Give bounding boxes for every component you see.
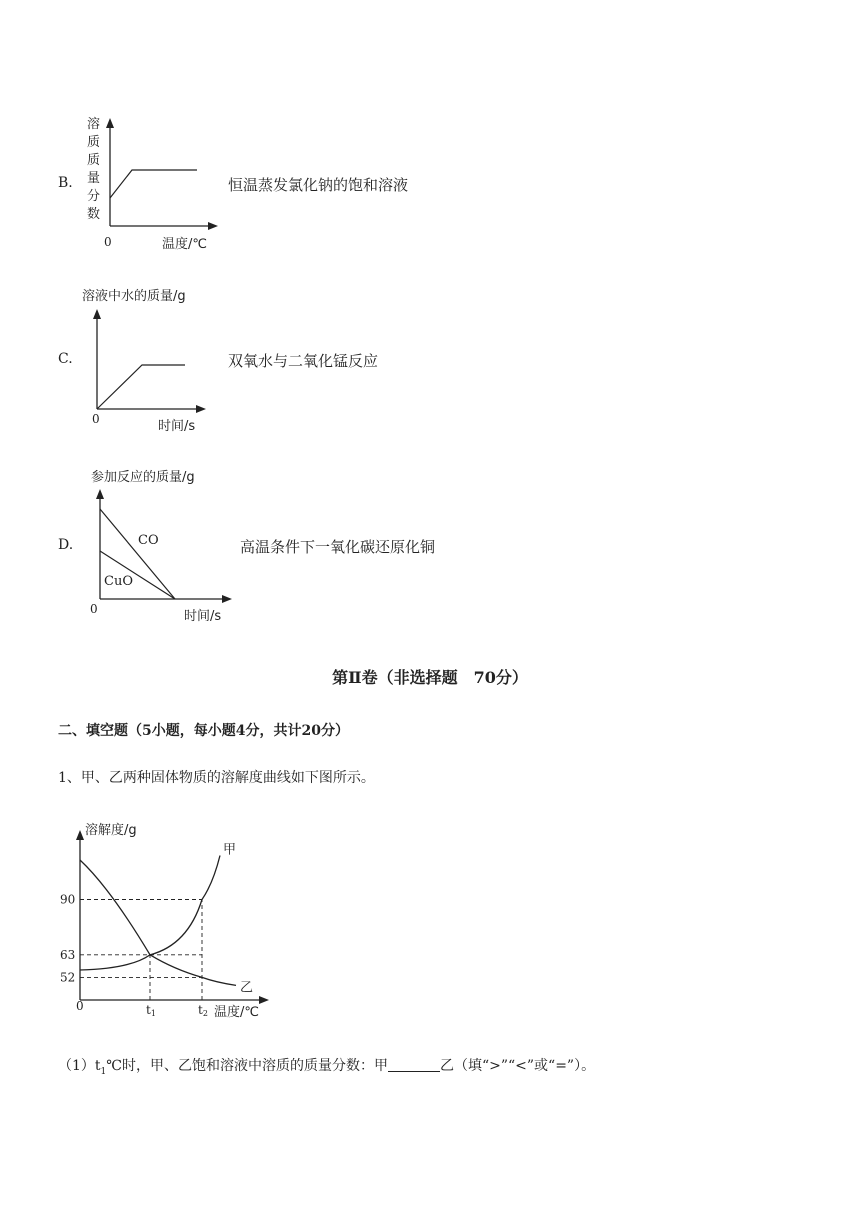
option-b-x-arrow (208, 222, 218, 230)
option-c-x-label: 时间/s (158, 419, 196, 434)
option-c-y-label: 溶液中水的质量/g (82, 289, 186, 304)
chart-curves (80, 843, 253, 996)
option-d-origin: 0 (90, 602, 98, 616)
option-b-x-label: 温度/℃ (162, 237, 207, 252)
svg-text:数: 数 (87, 207, 101, 222)
chart-y-label: 溶解度/g (85, 823, 137, 838)
svg-text:质: 质 (87, 153, 101, 168)
option-d-x-label: 时间/s (184, 609, 222, 624)
option-d-graph (80, 463, 240, 627)
option-d-co-label: CO (138, 533, 159, 548)
chart-guide-lines (80, 900, 202, 1001)
option-b-curve (110, 170, 197, 198)
chart-x-arrow (259, 996, 269, 1004)
option-d-cuo-label: CuO (104, 574, 133, 589)
option-c-origin: 0 (92, 412, 100, 426)
svg-text:分: 分 (87, 189, 101, 204)
option-b-y-label (87, 116, 100, 222)
part-title: 二、填空题（5小题，每小题4分，共计20分） (58, 723, 349, 739)
section-title: 第Ⅱ卷（非选择题 70分） (332, 668, 528, 687)
option-d-y-arrow (96, 489, 104, 499)
x-tick-t2: t2 (198, 1003, 208, 1018)
question-1-text: 1、甲、乙两种固体物质的溶解度曲线如下图所示。 (58, 770, 375, 786)
option-c-graph (80, 283, 230, 435)
svg-text:溶: 溶 (87, 117, 101, 132)
chart-origin: 0 (76, 999, 84, 1013)
svg-text:量: 量 (87, 171, 101, 186)
y-tick-90: 90 (60, 892, 76, 907)
sub1-middle: ℃时，甲、乙饱和溶液中溶质的质量分数：甲 (106, 1058, 388, 1074)
chart-x-label: 温度/℃ (214, 1005, 259, 1020)
y-tick-52: 52 (60, 970, 76, 985)
option-b-letter: B. (58, 175, 73, 191)
sub1-suffix: 乙（填“>”“<”或“=”）。 (439, 1058, 596, 1074)
series-jia-curve (80, 856, 220, 971)
series-jia-label: 甲 (223, 842, 237, 858)
option-b-graph (80, 110, 225, 255)
x-tick-t1: t1 (146, 1003, 156, 1018)
solubility-chart (58, 810, 278, 1025)
option-b-caption: 恒温蒸发氯化钠的饱和溶液 (228, 176, 409, 194)
answer-blank[interactable] (388, 1057, 440, 1072)
option-c-caption: 双氧水与二氧化锰反应 (228, 352, 379, 370)
option-b-y-arrow (106, 118, 114, 128)
option-d-y-label: 参加反应的质量/g (91, 470, 195, 485)
option-c-y-arrow (93, 309, 101, 319)
option-c-curve (97, 365, 185, 409)
question-1-sub-1 (58, 1055, 595, 1077)
option-d-caption: 高温条件下一氧化碳还原化铜 (240, 538, 436, 556)
sub1-subscript: 1 (100, 1066, 107, 1077)
series-yi-label: 乙 (240, 980, 254, 996)
svg-text:质: 质 (87, 135, 101, 150)
option-b-origin: 0 (104, 235, 112, 249)
y-tick-63: 63 (60, 947, 76, 962)
option-d-letter: D. (58, 537, 74, 553)
option-c-x-arrow (196, 405, 206, 413)
sub1-prefix: （1）t (58, 1058, 101, 1074)
chart-y-arrow (76, 830, 84, 840)
option-d-x-arrow (222, 595, 232, 603)
option-c-letter: C. (58, 351, 73, 367)
